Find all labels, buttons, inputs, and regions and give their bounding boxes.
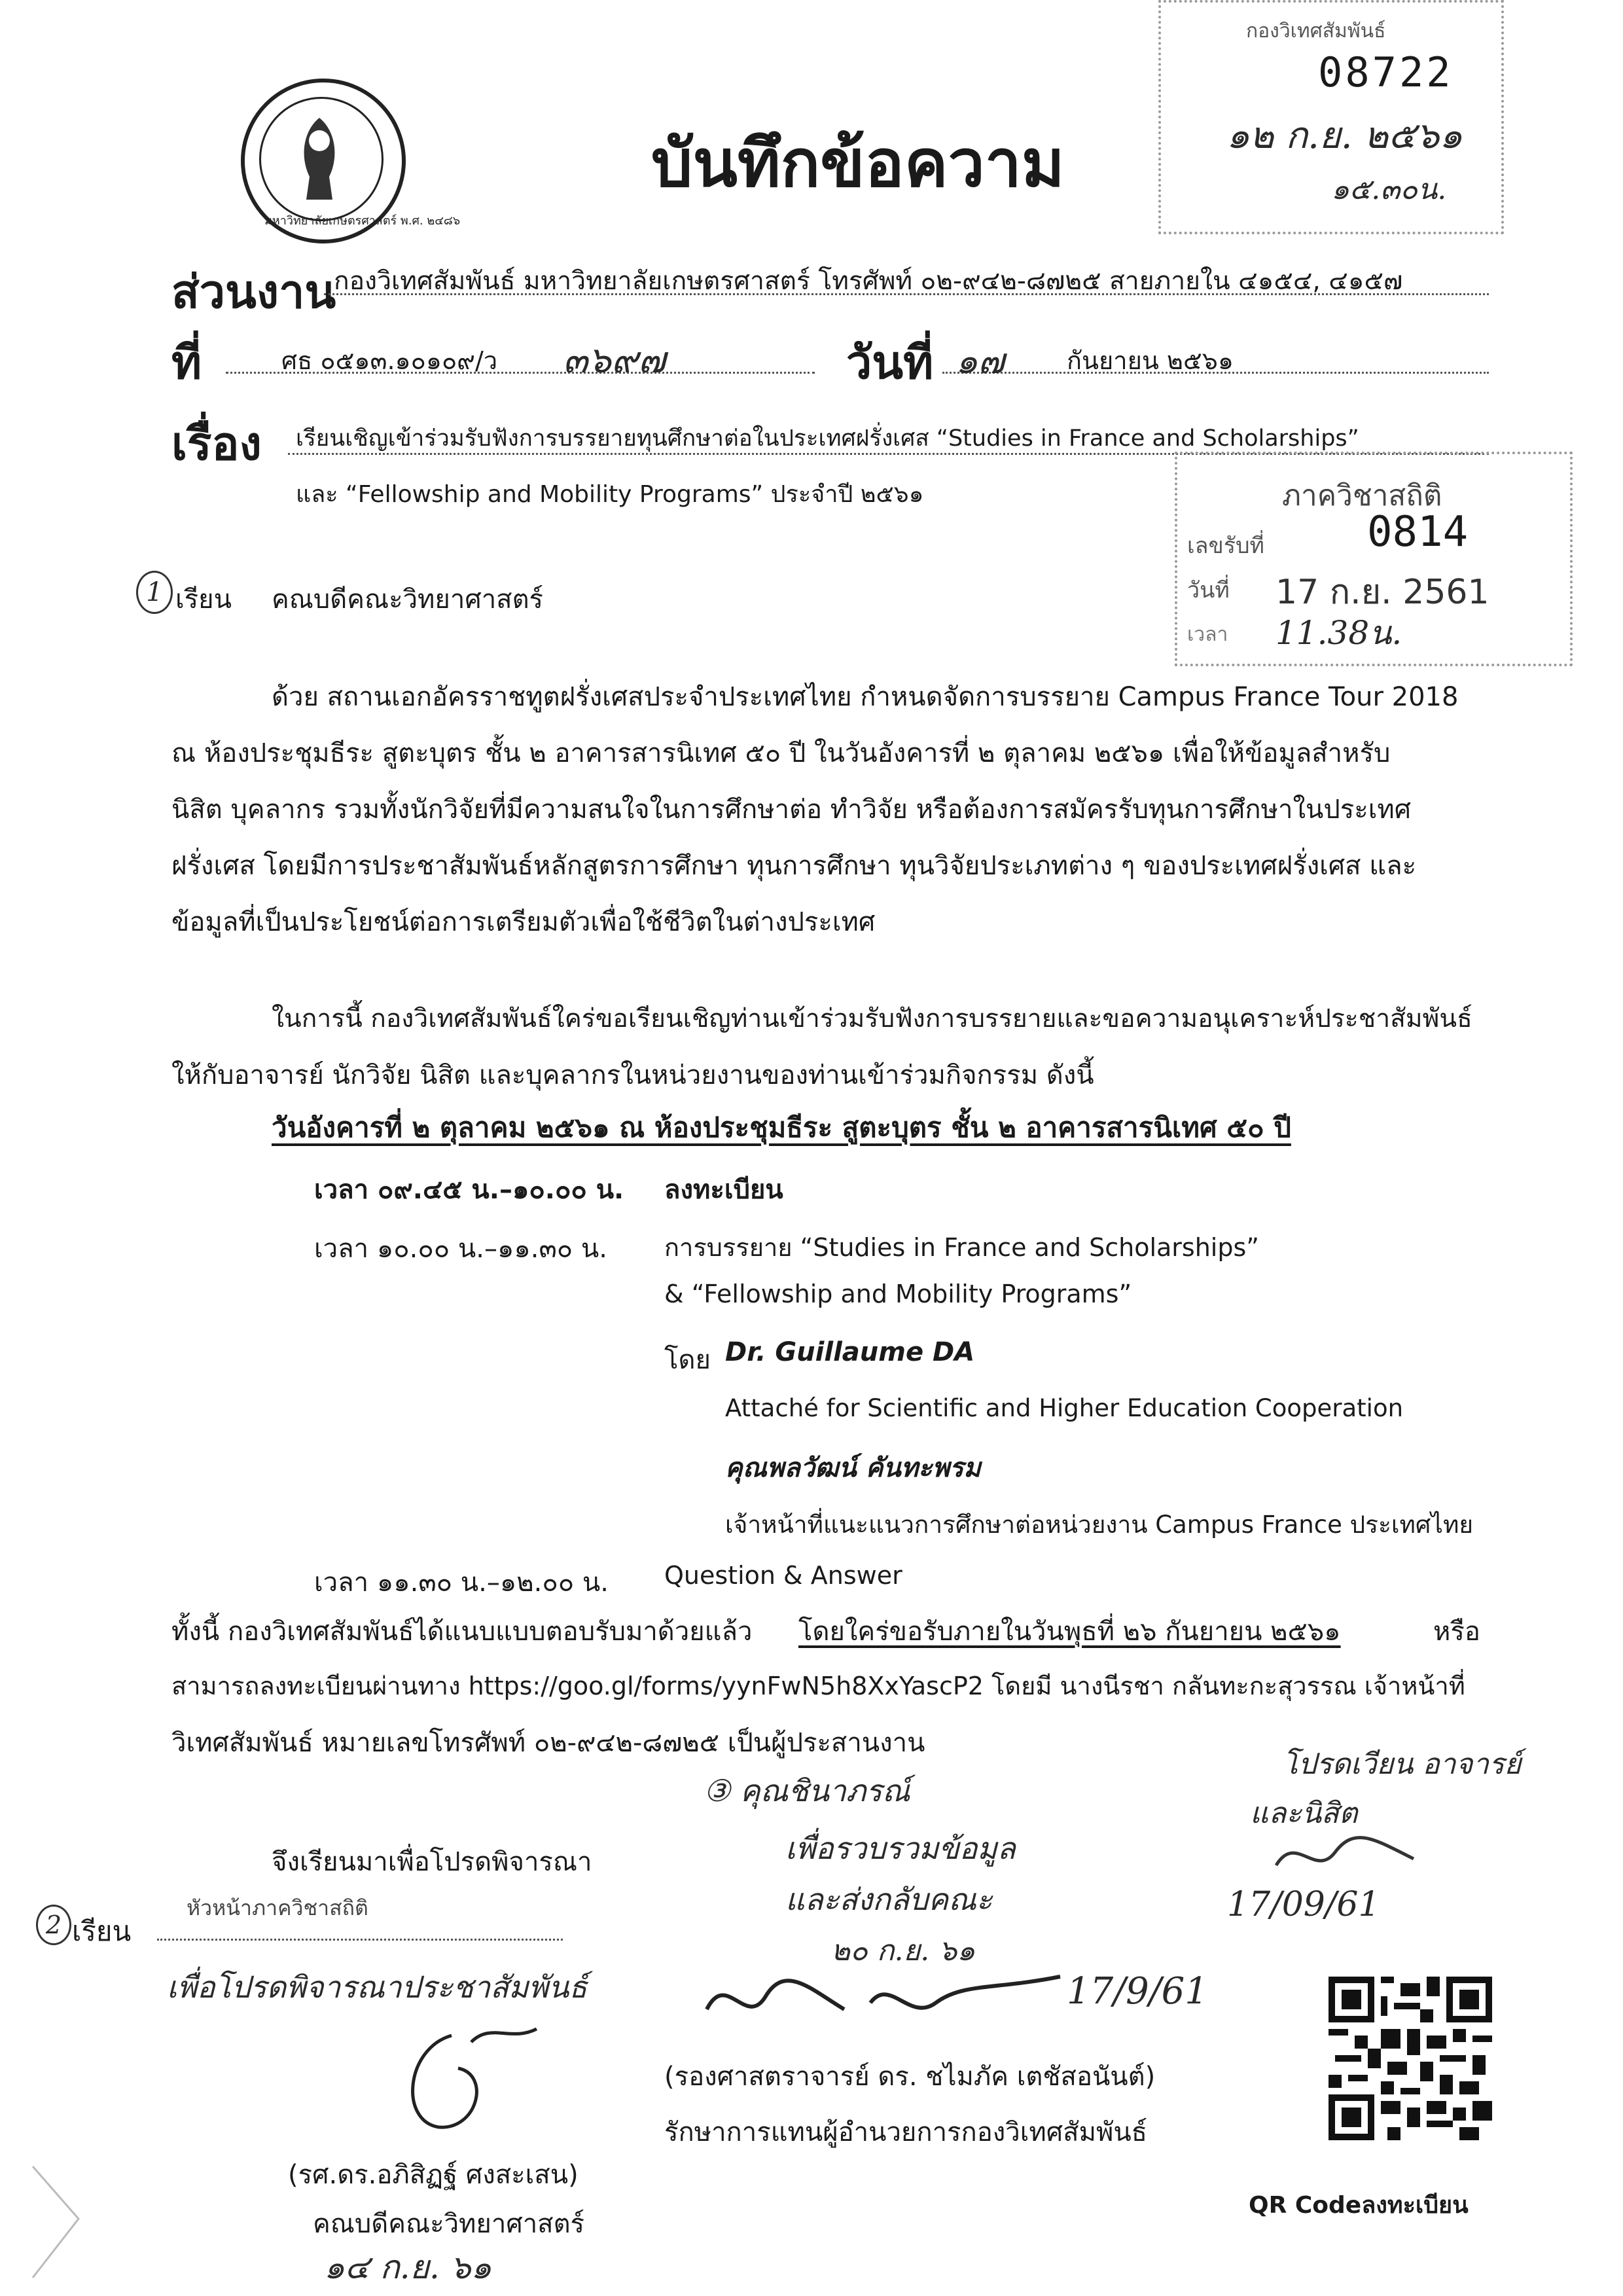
ref-number: ๓๖๙๗ [563,339,666,382]
qr-label: QR Codeลงทะเบียน [1249,2192,1469,2219]
receiving-stamp-office [1158,0,1504,234]
handnote-right-date: 17/09/61 [1227,1885,1380,1924]
page-title: บันทึกข้อความ [651,124,1065,202]
handwritten-initial-right [1270,1826,1427,1885]
date-value: กันยายน ๒๕๖๑ [1067,346,1234,375]
handnote-mid-4: ๒๐ ก.ย. ๖๑ [831,1934,976,1967]
closing-text: จึงเรียนมาเพื่อโปรดพิจารณา [272,1847,592,1877]
para1-line: ณ ห้องประชุมธีระ สูตะบุตร ชั้น ๒ อาคารสารนิเทศ ๕๐ ปี ในวันอังคารที่ ๒ ตุลาคม ๒๕๖๑ เพื่อให้ข้อมูลสำหรับ [171,738,1391,768]
stamp-time: ๑๕.๓๐น. [1331,173,1447,206]
signatory-position: รักษาการแทนผู้อำนวยการกองวิเทศสัมพันธ์ [664,2117,1148,2147]
schedule-activity-3: Question & Answer [664,1561,902,1590]
para2-line: ในการนี้ กองวิเทศสัมพันธ์ใคร่ขอเรียนเชิญท่านเข้าร่วมรับฟังการบรรยายและขอความอนุเคราะห์ประชาสัมพันธ์ [272,1004,1472,1033]
university-seal [241,79,461,243]
para3-line1-b: โดยใคร่ขอรับภายในวันพุธที่ ๒๖ กันยายน ๒๕๖๑ [798,1617,1341,1647]
date-label: วันที่ [846,335,934,389]
speaker1-name: Dr. Guillaume DA [725,1337,975,1367]
para1-line: ด้วย สถานเอกอัครราชทูตฝรั่งเศสประจำประเทศไทย กำหนดจัดการบรรยาย Campus France Tour 2018 [272,682,1459,712]
left-note-line2: เพื่อโปรดพิจารณาประชาสัมพันธ์ [167,1969,588,2005]
para3-line1-c: หรือ [1433,1617,1480,1647]
seal-text: มหาวิทยาลัยเกษตรศาสตร์ พ.ศ. ๒๔๘๖ [264,214,461,228]
para1-line: นิสิต บุคลากร รวมทั้งนักวิจัยที่มีความสนใจในการศึกษาต่อ ทำวิจัย หรือต้องการสมัครรับทุนการศึกษาในประเทศ [171,795,1412,825]
dept-recv-label: เลขรับที่ [1187,533,1264,559]
dept-date-val: 17 ก.ย. 2561 [1275,573,1489,612]
handnote-right-2: และนิสิต [1250,1797,1358,1830]
left-note-number-circle [36,1905,71,1945]
schedule-by-label: โดย [664,1345,711,1375]
left-note-label: เรียน [72,1915,132,1947]
ref-label: ที่ [171,335,202,389]
division-value: กองวิเทศสัมพันธ์ มหาวิทยาลัยเกษตรศาสตร์ โทรศัพท์ ๐๒-๙๔๒-๘๗๒๕ สายภายใน ๔๑๕๔, ๔๑๕๗ [334,266,1403,296]
salutation-label: เรียน [175,584,232,615]
salutation-number-circle [136,571,173,614]
handnote-mid-2: เพื่อรวบรวมข้อมูล [785,1831,1016,1866]
stamp-date: ๑๒ ก.ย. ๒๕๖๑ [1226,115,1463,157]
handnote-mid-3: และส่งกลับคณะ [785,1882,993,1917]
stamp-number: 08722 [1318,48,1454,96]
dean-name: (รศ.ดร.อภิสิฏฐ์ ศงสะเสน) [288,2160,579,2190]
para3-line2: สามารถลงทะเบียนผ่านทาง https://goo.gl/forms/yynFwN5h8XxYascP2 โดยมี นางนีรชา กลันทะกะสุวรรณ เจ้าหน้าที่ [171,1672,1465,1700]
dept-time-val: 11.38น. [1275,614,1402,652]
left-note-to: หัวหน้าภาควิชาสถิติ [187,1895,368,1920]
speaker1-role: Attaché for Scientific and Higher Education Cooperation [725,1394,1404,1422]
dept-time-label: เวลา [1187,623,1228,646]
signatory-signature [694,1950,1099,2042]
event-heading: วันอังคารที่ ๒ ตุลาคม ๒๕๖๑ ณ ห้องประชุมธีระ สูตะบุตร ชั้น ๒ อาคารสารนิเทศ ๕๐ ปี [272,1111,1291,1143]
subject-line2: และ “Fellowship and Mobility Programs” ประจำปี ๒๕๖๑ [296,481,924,508]
subject-label: เรื่อง [171,416,262,471]
para1-line: ฝรั่งเศส โดยมีการประชาสัมพันธ์หลักสูตรการศึกษา ทุนการศึกษา ทุนวิจัยประเภทต่าง ๆ ของประเทศฝรั่งเศส และ [171,851,1417,881]
dept-recv-no: 0814 [1367,508,1469,556]
stamp-office: กองวิเทศสัมพันธ์ [1246,20,1386,43]
para2-line: ให้กับอาจารย์ นักวิจัย นิสิต และบุคลากรในหน่วยงานของท่านเข้าร่วมกิจกรรม ดังนี้ [171,1060,1094,1090]
schedule-time-3: เวลา ๑๑.๓๐ น.–๑๒.๐๐ น. [314,1568,609,1598]
left-note-underline [157,1939,563,1941]
signatory-sign-date: 17/9/61 [1067,1970,1208,2013]
schedule-activity-2a: การบรรยาย “Studies in France and Scholarships” [664,1233,1259,1262]
signatory-name: (รองศาสตราจารย์ ดร. ชไมภัค เตชัสอนันต์) [664,2062,1156,2092]
speaker2-role: เจ้าหน้าที่แนะแนวการศึกษาต่อหน่วยงาน Campus France ประเทศไทย [725,1511,1474,1539]
registration-qr-code[interactable] [1329,1977,1492,2140]
dept-date-label: วันที่ [1187,577,1230,603]
handnote-mid-1: ③ คุณชินาภรณ์ [704,1773,910,1808]
date-day: ๑๗ [955,340,1005,382]
ref-value: ศธ ๐๕๑๓.๑๐๑๐๙/ว [281,346,498,375]
para3-line1-a: ทั้งนี้ กองวิเทศสัมพันธ์ได้แนบแบบตอบรับมาด้วยแล้ว [171,1617,753,1647]
scan-edge-mark [26,2160,105,2291]
department-stamp [1175,452,1573,666]
schedule-activity-1: ลงทะเบียน [664,1175,783,1205]
subject-line1: เรียนเชิญเข้าร่วมรับฟังการบรรยายทุนศึกษาต่อในประเทศฝรั่งเศส “Studies in France and Scholarships” [296,425,1359,452]
dean-signature [380,2016,550,2140]
dean-date: ๑๔ ก.ย. ๖๑ [324,2248,492,2286]
schedule-time-2: เวลา ๑๐.๐๐ น.–๑๑.๓๐ น. [314,1234,607,1264]
speaker2-name: คุณพลวัฒน์ คันทะพรม [725,1453,981,1483]
division-label: ส่วนงาน [171,264,336,319]
para3-line3: วิเทศสัมพันธ์ หมายเลขโทรศัพท์ ๐๒-๙๔๒-๘๗๒๕ เป็นผู้ประสานงาน [171,1728,925,1758]
handnote-right-1: โปรดเวียน อาจารย์ [1283,1748,1522,1781]
dean-position: คณบดีคณะวิทยาศาสตร์ [313,2209,585,2239]
salutation-number: 1 [146,577,163,607]
para1-line: ข้อมูลที่เป็นประโยชน์ต่อการเตรียมตัวเพื่อใช้ชีวิตในต่างประเทศ [171,907,876,937]
dept-stamp-title: ภาควิชาสถิติ [1282,479,1442,512]
left-note-number: 2 [45,1910,62,1939]
schedule-time-1: เวลา ๐๙.๔๕ น.–๑๐.๐๐ น. [314,1175,624,1205]
salutation-to: คณบดีคณะวิทยาศาสตร์ [272,584,544,615]
schedule-activity-2b: & “Fellowship and Mobility Programs” [664,1280,1132,1308]
